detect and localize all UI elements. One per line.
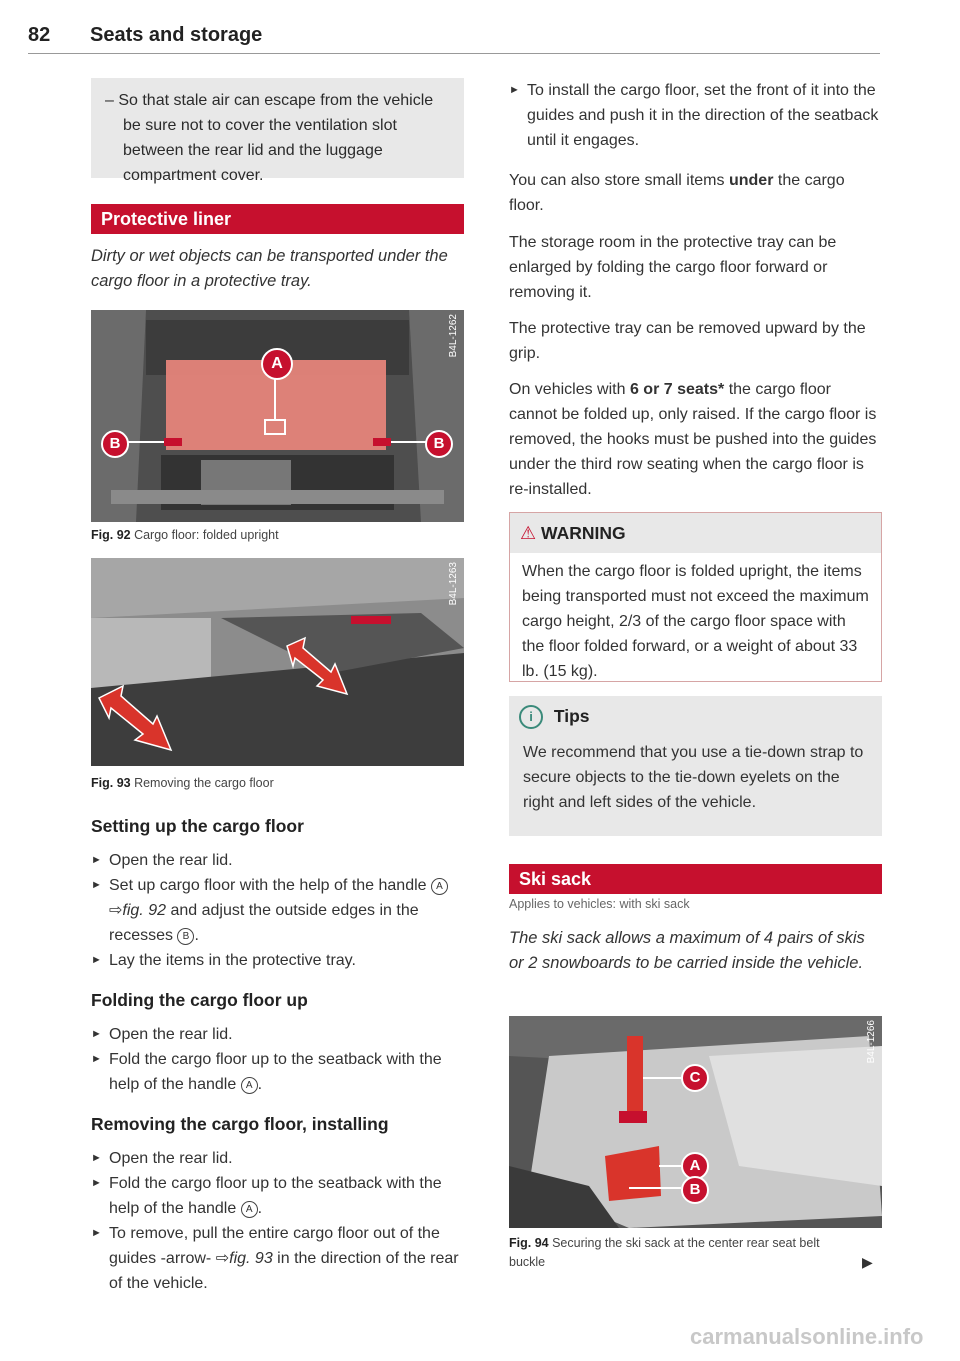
caption-text: Removing the cargo floor: [134, 776, 274, 790]
under-paragraph: You can also store small items under the cargo floor.: [509, 172, 845, 214]
info-circle-icon: i: [519, 705, 543, 729]
label-a: A: [681, 1152, 709, 1180]
caption-number: Fig. 94: [509, 1236, 549, 1250]
header-rule: [28, 53, 880, 54]
section-ski-sack: Ski sack: [509, 864, 882, 894]
folding-steps: [91, 1022, 464, 1097]
ventilation-note: [91, 78, 464, 184]
triangle-right-icon: ►: [91, 879, 102, 891]
label-b-right: B: [425, 430, 453, 458]
step-item: ► Fold the cargo floor up to the seatback with the help of the handle A .: [91, 1047, 464, 1097]
heading-folding: Folding the cargo floor up: [91, 990, 308, 1010]
figure-94-caption: [509, 1234, 849, 1272]
triangle-right-icon: ►: [91, 1028, 102, 1040]
caption-number: Fig. 93: [91, 776, 131, 790]
caption-text: Cargo floor: folded upright: [134, 528, 279, 542]
chapter-title: Seats and storage: [90, 24, 263, 46]
label-a: A: [261, 348, 293, 380]
protective-liner-intro: Dirty or wet objects can be transported under the cargo floor in a protective tray.: [91, 247, 448, 290]
label-b: B: [681, 1176, 709, 1204]
figure-93-caption: [91, 776, 464, 790]
heading-setting-up: Setting up the cargo floor: [91, 816, 304, 836]
figure-reference: ⇨fig. 93: [215, 1250, 273, 1267]
triangle-right-icon: ►: [91, 854, 102, 866]
step-item: ► Fold the cargo floor up to the seatback with the help of the handle A .: [91, 1171, 464, 1221]
tips-header: [509, 696, 882, 736]
install-step: ► To install the cargo floor, set the front of it into the guides and push it in the direction of the seatback until it engages.: [509, 78, 882, 153]
tips-title: Tips: [553, 706, 590, 726]
figure-93: [91, 558, 464, 766]
figure-92-caption: [91, 528, 464, 542]
step-item: ► Set up cargo floor with the help of the handle A ⇨fig. 92 and adjust the outside edges in the recesses B .: [91, 873, 464, 948]
continue-arrow-icon: ▶: [862, 1254, 873, 1270]
warning-box: [509, 512, 882, 682]
triangle-right-icon: ►: [91, 1053, 102, 1065]
tips-text: We recommend that you use a tie-down strap to secure objects to the tie-down eyelets on the right and left sides of the vehicle.: [523, 744, 864, 811]
tips-box: [509, 696, 882, 836]
triangle-right-icon: ►: [91, 1227, 102, 1239]
circled-b-icon: B: [177, 928, 194, 945]
section-protective-liner: Protective liner: [91, 204, 464, 234]
figure-code: B4L-1263: [448, 562, 459, 606]
circled-a-icon: A: [241, 1201, 258, 1218]
watermark: carmanualsonline.info: [690, 1324, 924, 1349]
ski-sack-intro: The ski sack allows a maximum of 4 pairs of skis or 2 snowboards to be carried inside the vehicle.: [509, 929, 865, 972]
warning-text: When the cargo floor is folded upright, the items being transported must not exceed the maximum cargo height, 2/3 of the cargo floor space with the floor folded forward, or a weight of about 33 lb. (15 kg).: [522, 563, 869, 680]
step-item: ► Open the rear lid.: [91, 848, 464, 873]
step-item: ► To remove, pull the entire cargo floor out of the guides -arrow- ⇨fig. 93 in the direction of the rear of the vehicle.: [91, 1221, 464, 1296]
figure-92: [91, 310, 464, 522]
grip-paragraph: The protective tray can be removed upward by the grip.: [509, 320, 866, 362]
circled-a-icon: A: [431, 878, 448, 895]
removing-steps: [91, 1146, 464, 1296]
triangle-right-icon: ►: [91, 954, 102, 966]
triangle-right-icon: ►: [91, 1177, 102, 1189]
figure-reference: ⇨fig. 92: [109, 902, 166, 919]
figure-code: B4L-1266: [866, 1020, 877, 1064]
page-number: 82: [28, 24, 51, 46]
cargo-floor-upright-illustration: [91, 310, 464, 522]
circled-a-icon: A: [241, 1077, 258, 1094]
warning-triangle-icon: ⚠: [520, 523, 537, 543]
triangle-right-icon: ►: [509, 84, 520, 96]
storage-paragraph: The storage room in the protective tray can be enlarged by folding the cargo floor forward or removing it.: [509, 234, 837, 301]
removing-cargo-floor-illustration: [91, 558, 464, 766]
heading-removing: Removing the cargo floor, installing: [91, 1114, 389, 1134]
label-b-left: B: [101, 430, 129, 458]
caption-text: Securing the ski sack at the center rear seat belt buckle: [509, 1236, 820, 1269]
note-item: – So that stale air can escape from the vehicle be sure not to cover the ventilation slot between the rear lid and the luggage compartment cover.: [105, 92, 434, 184]
warning-header: [510, 513, 881, 553]
caption-number: Fig. 92: [91, 528, 131, 542]
step-item: ► Open the rear lid.: [91, 1022, 464, 1047]
figure-94: [509, 1016, 882, 1228]
label-c: C: [681, 1064, 709, 1092]
seats-paragraph: On vehicles with 6 or 7 seats* the cargo floor cannot be folded up, only raised. If the cargo floor is removed, the hooks must be pushed into the guides under the third row seating when the cargo floor is re-installed.: [509, 381, 877, 498]
triangle-right-icon: ►: [91, 1152, 102, 1164]
setup-steps: [91, 848, 464, 973]
applies-to: Applies to vehicles: with ski sack: [509, 897, 690, 911]
figure-code: B4L-1262: [448, 314, 459, 358]
warning-title: WARNING: [541, 523, 626, 543]
step-item: ► Lay the items in the protective tray.: [91, 948, 464, 973]
step-item: ► Open the rear lid.: [91, 1146, 464, 1171]
